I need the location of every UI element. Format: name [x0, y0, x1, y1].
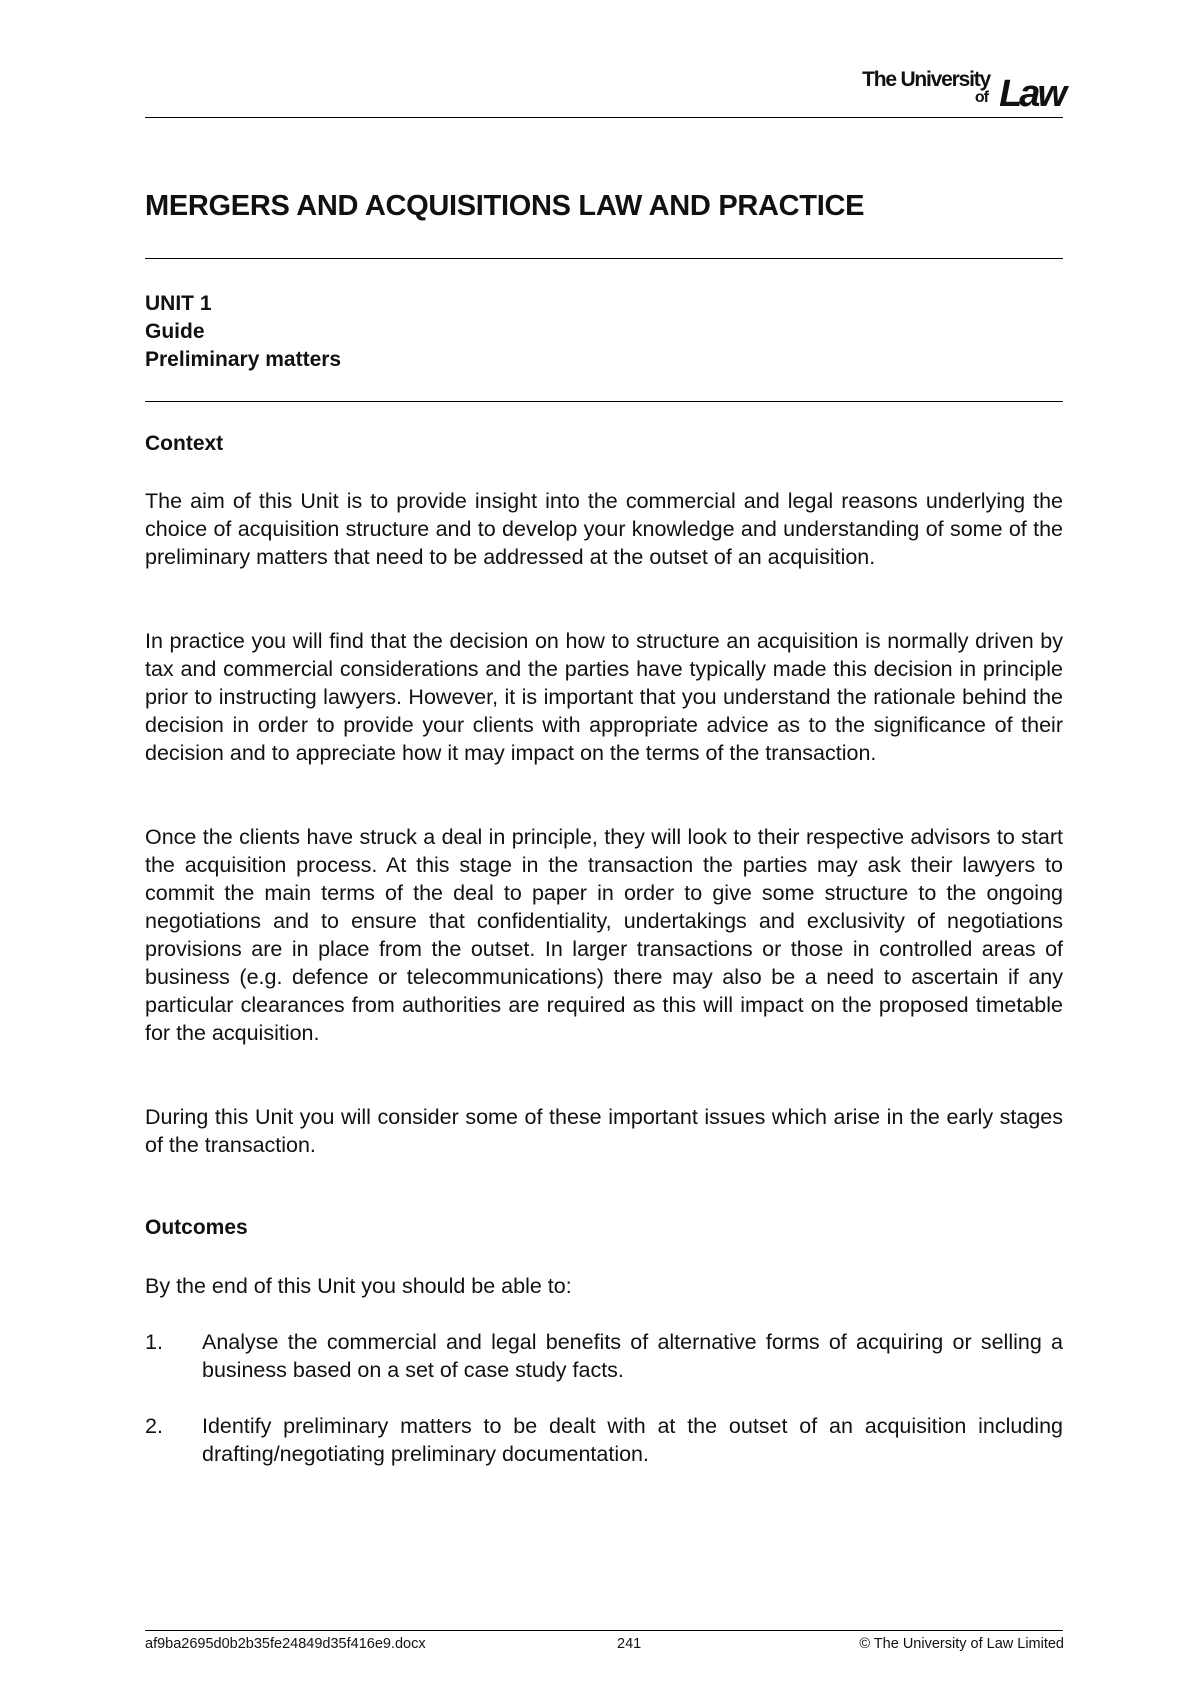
outcome-number: 2.	[145, 1414, 163, 1438]
footer-filename: af9ba2695d0b2b35fe24849d35f416e9.docx	[145, 1636, 426, 1652]
logo-text-university: The University	[862, 68, 990, 91]
outcome-text: Identify preliminary matters to be dealt with at the outset of an acquisition including drafting/negotiating preliminary documentation.	[202, 1414, 1063, 1466]
outcomes-intro: By the end of this Unit you should be able to:	[145, 1274, 572, 1298]
context-paragraph-1: The aim of this Unit is to provide insight into the commercial and legal reasons underlying the choice of acquisition structure and to develop your knowledge and understanding of some of the preliminary matters that need to be addressed at the outset of an acquisition.	[145, 489, 1063, 569]
outcome-item	[145, 1412, 1063, 1468]
footer-rule	[145, 1630, 1063, 1631]
footer-copyright: © The University of Law Limited	[859, 1636, 1064, 1652]
unit-block	[145, 290, 341, 374]
context-paragraph-4: During this Unit you will consider some of these important issues which arise in the early stages of the transaction.	[145, 1105, 1063, 1157]
document-title: MERGERS AND ACQUISITIONS LAW AND PRACTICE	[145, 190, 865, 222]
outcome-number: 1.	[145, 1330, 163, 1354]
outcome-text: Analyse the commercial and legal benefits of alternative forms of acquiring or selling a business based on a set of case study facts.	[202, 1330, 1063, 1382]
outcomes-heading: Outcomes	[145, 1216, 248, 1239]
logo-text-of: of	[974, 89, 988, 106]
unit-rule	[145, 401, 1063, 402]
outcome-item	[145, 1328, 1063, 1384]
unit-number: UNIT 1	[145, 292, 212, 315]
university-logo	[844, 66, 1064, 115]
context-paragraph-3: Once the clients have struck a deal in principle, they will look to their respective advisors to start the acquisition process. At this stage in the transaction the parties may ask their lawyers to commit the main terms of the deal to paper in order to give some structure to the ongoing negotiations and to ensure that confidentiality, undertakings and exclusivity of negotiations provisions are in place from the outset. In larger transactions or those in controlled areas of business (e.g. defence or telecommunications) there may also be a need to ascertain if any particular clearances from authorities are required as this will impact on the proposed timetable for the acquisition.	[145, 825, 1063, 1045]
unit-type: Guide	[145, 320, 205, 343]
footer-page-number: 241	[617, 1636, 642, 1652]
logo-text-law: Law	[999, 73, 1064, 115]
header-rule	[145, 117, 1063, 118]
title-rule	[145, 258, 1063, 259]
context-paragraph-2: In practice you will find that the decision on how to structure an acquisition is normally driven by tax and commercial considerations and the parties have typically made this decision in principle prior to instructing lawyers. However, it is important that you understand the rationale behind the decision in order to provide your clients with appropriate advice as to the significance of their decision and to appreciate how it may impact on the terms of the transaction.	[145, 629, 1063, 765]
unit-name: Preliminary matters	[145, 348, 342, 371]
context-heading: Context	[145, 432, 224, 455]
